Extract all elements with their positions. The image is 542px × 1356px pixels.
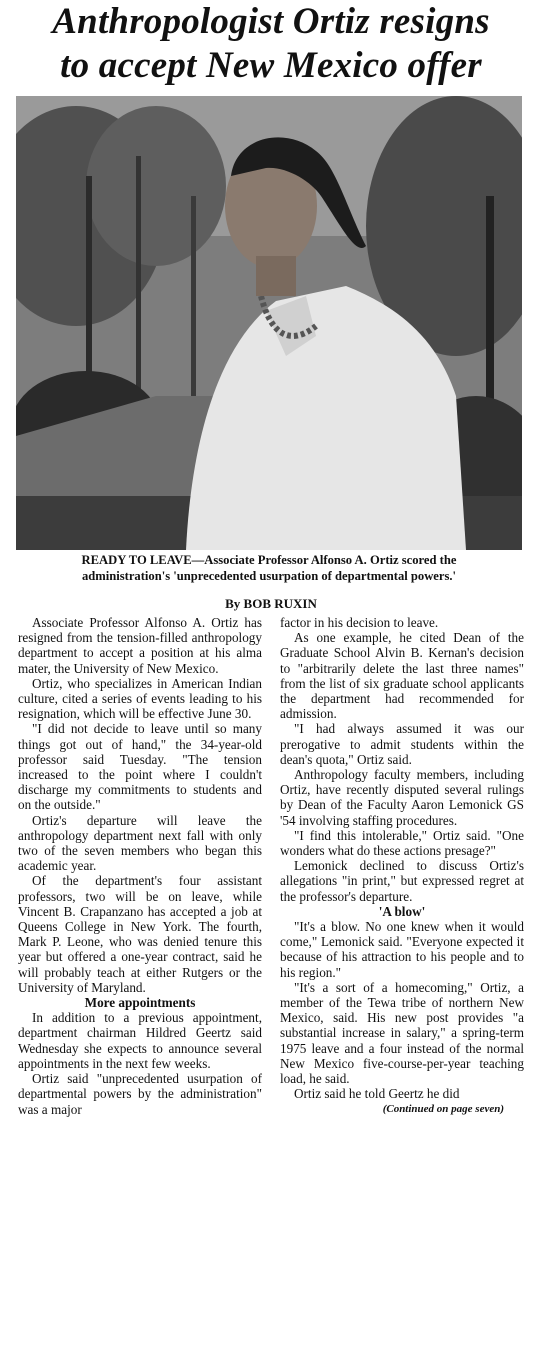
paragraph: "I had always assumed it was our prerogative to admit students within the dean's quota," Ortiz said. [280,721,524,767]
paragraph: Associate Professor Alfonso A. Ortiz has resigned from the tension-filled anthropology department to accept a position at his alma mater, the University of New Mexico. [18,615,262,676]
continued-notice: (Continued on page seven) [382,1102,504,1115]
subhead-a-blow: 'A blow' [378,903,426,919]
paragraph: factor in his decision to leave. [280,615,439,630]
paragraph: Ortiz said "unprecedented usurpation of departmental powers by the administration" was a major [18,1071,262,1117]
paragraph: As one example, he cited Dean of the Graduate School Alvin B. Kernan's decision to "arbitrarily delete the last three names" from the list of six graduate school applicants the department had recommended for admission. [280,630,524,722]
paragraph: Lemonick declined to discuss Ortiz's allegations "in print," but expressed regret at the professor's departure. [280,858,524,904]
headline-line-2: to accept New Mexico offer [60,45,482,86]
byline: By BOB RUXIN [225,596,317,611]
portrait-photo-icon [16,96,522,550]
photo-caption [16,552,522,584]
paragraph: Anthropology faculty members, including Ortiz, have recently disputed several rulings by Dean of the Faculty Aaron Lemonick GS '54 involving staffing procedures. [280,767,524,828]
paragraph: Ortiz's departure will leave the anthropology department next fall with only two of the seven members who began this academic year. [18,812,262,874]
paragraph: "It's a sort of a homecoming," Ortiz, a member of the Tewa tribe of northern New Mexico, said. His new post provides "a substantial increase in salary," a spring-term 1975 leave and a four instead of the normal New Mexico five-course-per-year teaching load, he said. [280,979,524,1087]
paragraph: Ortiz said he told Geertz he did [294,1086,460,1102]
headline-line-1: Anthropologist Ortiz resigns [52,1,490,42]
article-column-right [280,615,524,1116]
paragraph: In addition to a previous appointment, department chairman Hildred Geertz said Wednesday she expects to announce several appointments in the next few weeks. [18,1010,262,1071]
paragraph: "It's a blow. No one knew when it would come," Lemonick said. "Everyone expected it because of his attraction to his people and to his region." [280,919,524,980]
paragraph: "I find this intolerable," Ortiz said. "One wonders what do these actions presage?" [280,827,524,859]
portrait-photo [16,96,522,550]
subhead-more-appointments: More appointments [84,995,196,1011]
paragraph: Ortiz, who specializes in American Indian culture, cited a series of events leading to his resignation, which will be effective June 30. [18,675,262,722]
caption-line-1: READY TO LEAVE—Associate Professor Alfonso A. Ortiz scored the [81,553,457,567]
paragraph: Of the department's four assistant professors, two will be on leave, while Vincent B. Crapanzano has accepted a job at Queens College in New York. The fourth, Mark P. Leone, who was denied tenure this year but offered a one-year contract, said he will probably teach at either Rutgers or the University of Maryland. [18,873,262,995]
article-column-left [18,615,262,1117]
paragraph: "I did not decide to leave until so many things got out of hand," the 34-year-old professor said Tuesday. "The tension increased to the point where I couldn't discharge my commitments to students and on the outside." [18,721,262,813]
headline [0,0,542,88]
caption-line-2: administration's 'unprecedented usurpation of departmental powers.' [81,569,457,583]
